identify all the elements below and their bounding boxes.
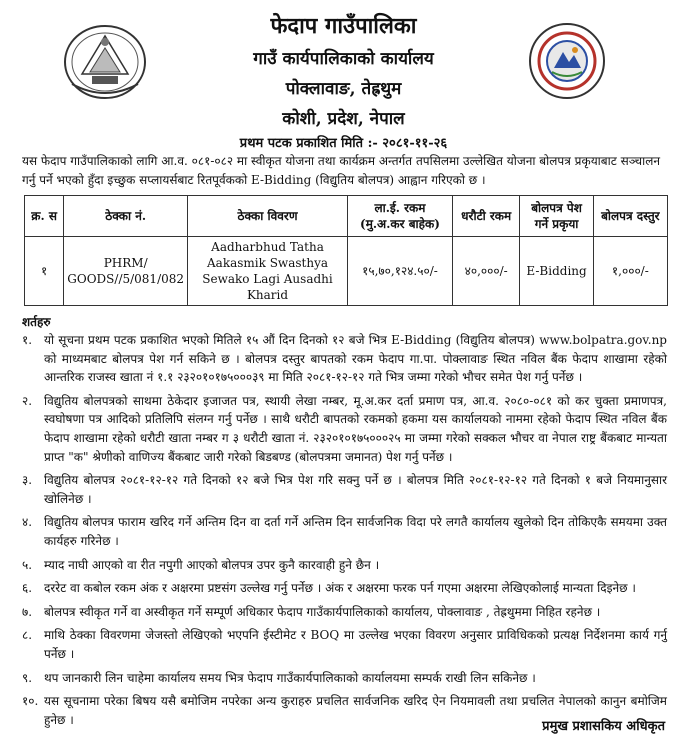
table-row (25, 237, 668, 306)
table-header-row (25, 196, 668, 237)
list-item (22, 603, 667, 622)
term-number: ५. (22, 557, 33, 572)
list-item (22, 331, 667, 387)
term-number: ९. (22, 670, 33, 685)
term-text: म्याद नाघी आएको वा रीत नपुगी आएको बोलपत्र उपर कुनै कारवाही हुने छैन । (44, 557, 380, 572)
published-date: प्रथम पटक प्रकाशित मिति :- २०८१-११-२६ (239, 136, 448, 151)
cell-estimate: १५,७०,१२४.५०/- (347, 237, 452, 306)
list-item (22, 556, 667, 575)
col-fee: बोलपत्र दस्तुर (593, 196, 667, 237)
col-contract-no: ठेक्का नं. (64, 196, 188, 237)
term-text: यस सूचनामा परेका बिषय यसै बमोजिम नपरेका अन्य कुराहरु प्रचलित सार्वजनिक खरिद ऐन नियमावली तथा प्रचलित नेपालको कानुन बमोजिम हुनेछ । (44, 694, 667, 727)
term-number: ८. (22, 628, 33, 643)
list-item (22, 579, 667, 598)
province-name: कोशी, प्रदेश, नेपाल (282, 109, 405, 129)
col-deposit: धरौटी रकम (452, 196, 519, 237)
signature-title: प्रमुख प्रशासकिय अधिकृत (542, 719, 665, 734)
list-item (22, 471, 667, 508)
col-description: ठेक्का विवरण (188, 196, 348, 237)
list-item (22, 513, 667, 550)
office-name: गाउँ कार्यपालिकाको कार्यालय (253, 49, 434, 69)
cell-sn: १ (25, 237, 64, 306)
notice-header (0, 0, 687, 150)
cell-contract-no: PHRM/ GOODS//5/081/082 (64, 237, 188, 306)
intro-paragraph: यस फेदाप गाउँपालिकाको लागि आ.व. ०८१-०८२ मा स्वीकृत योजना तथा कार्यक्रम अन्तर्गत तपसिलमा उल्लेखित योजना बोलपत्र प्रकृयाबाट सञ्चालन गर्नु पर्ने भएको हुँदा इच्छुक सप्लायर्सबाट रितपूर्वकको E-Bidding (विद्युतिय बोलपत्र) आह्वान गरिएको छ । (22, 154, 661, 187)
term-number: ३. (22, 473, 33, 488)
cell-description: Aadharbhud Tatha Aakasmik Swasthya Sewako Lagi Ausadhi Kharid (188, 237, 348, 306)
term-text: माथि ठेक्का विवरणमा जेजस्तो लेखिएको भएपनि ईस्टीमेट र BOQ मा उल्लेख भएका विवरण अनुसार प्राविधिकको प्रत्यक्ष निर्देशनमा कार्य गर्नु पर्नेछ । (44, 628, 667, 661)
list-item (22, 669, 667, 688)
terms-list (22, 331, 667, 734)
municipality-logo-icon (528, 22, 606, 100)
term-number: ७. (22, 604, 33, 619)
municipality-name: फेदाप गाउँपालिका (270, 13, 417, 39)
list-item (22, 626, 667, 663)
term-number: १. (22, 333, 33, 347)
term-text: बोलपत्र स्वीकृत गर्ने वा अस्वीकृत गर्ने सम्पूर्ण अधिकार फेदाप गाउँकार्यपालिकाको कार्यालय, पोक्लावाङ , तेह्रथुममा निहित रहनेछ । (44, 604, 601, 619)
cell-deposit: ४०,०००/- (452, 237, 519, 306)
term-text: दररेट वा कबोल रकम अंक र अक्षरमा प्रष्टसंग उल्लेख गर्नु पर्नेछ । अंक र अक्षरमा फरक पर्न गएमा अक्षरमा लेखिएकोलाई मान्यता दिइनेछ । (44, 581, 636, 596)
term-number: २. (22, 393, 33, 408)
term-number: १०. (22, 694, 39, 709)
term-number: ४. (22, 515, 33, 530)
col-estimate: ला.ई. रकम (मु.अ.कर बाहेक) (347, 196, 452, 237)
term-number: ६. (22, 581, 33, 596)
col-sn: क्र. स (25, 196, 64, 237)
terms-title: शर्तहरु (22, 315, 51, 329)
term-text: विद्युतिय बोलपत्र फाराम खरिद गर्ने अन्तिम दिन वा दर्ता गर्ने अन्तिम दिन सार्वजनिक विदा परे लगतै कार्यालय खुलेको दिन तोकिएकै समयमा उक्त कार्यहरु गरिनेछ । (44, 515, 667, 548)
cell-method: E-Bidding (520, 237, 593, 306)
term-text: यो सूचना प्रथम पटक प्रकाशित भएको मितिले १५ औं दिन दिनको १२ बजे भित्र E-Bidding (विद्युतिय बोलपत्र) www.bolpatra.gov.np को माध्यमबाट बोलपत्र पेश गर्न सकिने छ । बोलपत्र दस्तुर बापतको रकम फेदाप गा.पा. पोक्लावाङ स्थित नविल बैंक फेदाप शाखामा रहेको आन्तरिक राजस्व खाता नं १.१ २३२०१०१७५०००३९ मा मिति २०८१-१२-१२ गते भित्र जम्मा गरेको भौचर समेत पेश गर्नु पर्नेछ । (44, 333, 667, 385)
term-text: विद्युतिय बोलपत्र २०८१-१२-१२ गते दिनको १२ बजे भित्र पेश गरि सक्नु पर्ने छ । बोलपत्र मिति २०८१-१२-१२ गते दिनको १ बजे नियमानुसार खोलिनेछ । (44, 473, 667, 506)
list-item (22, 392, 667, 466)
cell-fee: १,०००/- (593, 237, 667, 306)
term-text: विद्युतिय बोलपत्रको साथमा ठेकेदार इजाजत पत्र, स्थायी लेखा नम्बर, मू.अ.कर दर्ता प्रमाण पत्र, आ.व. २०८०-०८१ को कर चुक्ता प्रमाणपत्र, स्वघोषणा पत्र आदिको प्रतिलिपि संलग्न गर्नु पर्नेछ । साथै धरौटी बापतको रकमको हकमा यस कार्यालयको नाममा रहेको फेदाप स्थित नविल बैंक फेदाप शाखामा रहेको धरौटी खाता नम्बर ग ३ धरौटी खाता नं. २३२०१०१७५०००२५ मा जम्मा गरेको सक्कल भौचर वा नेपाल राष्ट्र बैंकबाट मान्यता प्राप्त "क" श्रेणीको वाणिज्य बैंकबाट जारी गरेको बिडबण्ड (बोलपत्रमा जमानत) पेश गर्नु पर्नेछ । (44, 393, 667, 464)
office-location: पोक्लावाङ, तेह्रथुम (285, 79, 402, 99)
tender-table (24, 195, 668, 306)
col-method: बोलपत्र पेश गर्ने प्रकृया (520, 196, 593, 237)
term-text: थप जानकारी लिन चाहेमा कार्यालय समय भित्र फेदाप गाउँकार्यपालिकाको कार्यालयमा सम्पर्क राखी लिन सकिनेछ । (44, 670, 536, 685)
